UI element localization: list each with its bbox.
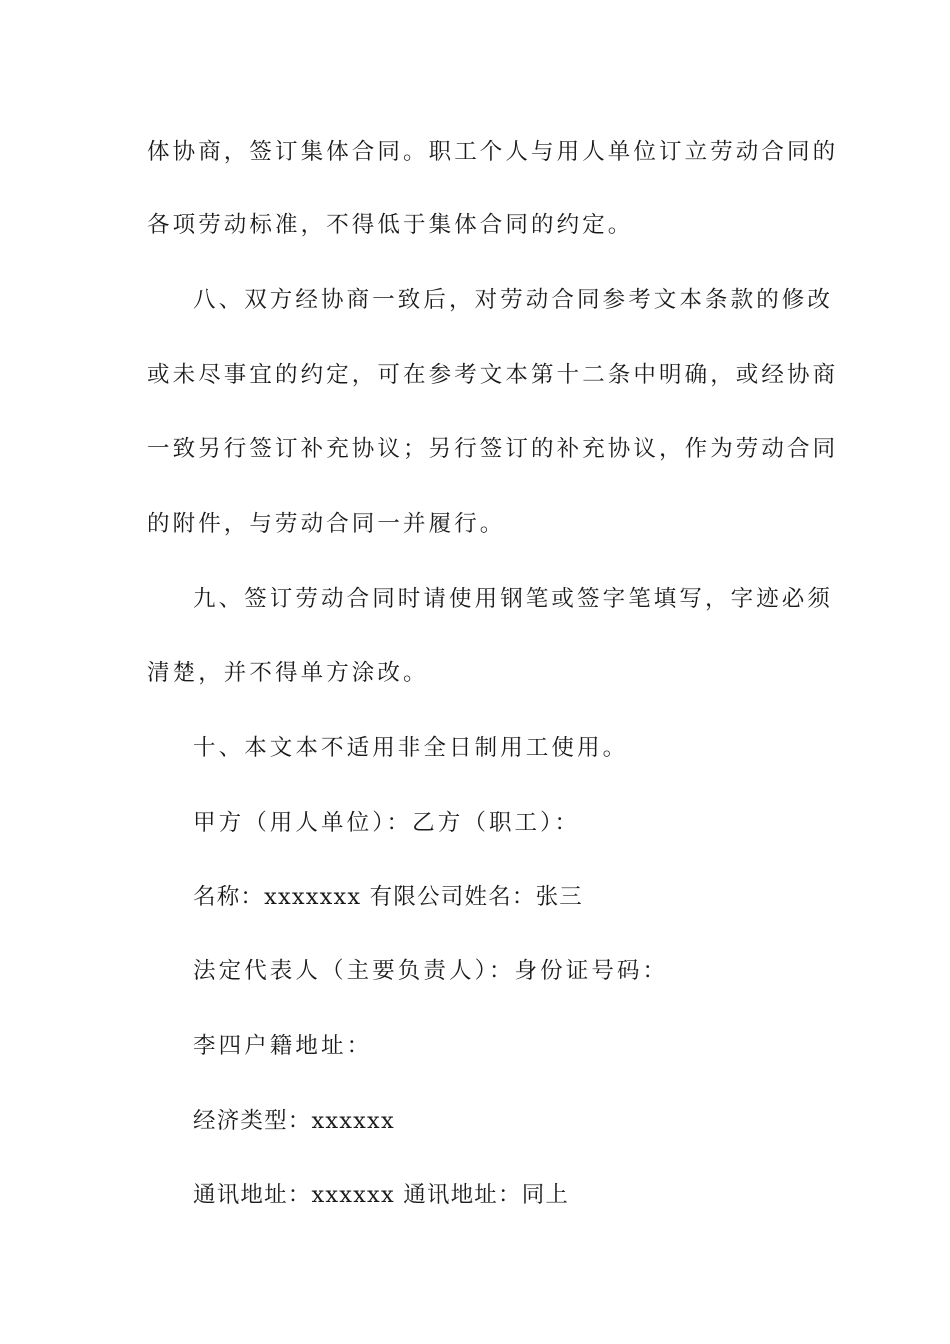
text-line-3: 八、双方经协商一致后，对劳动合同参考文本条款的修改 (193, 287, 834, 313)
text-line-8: 清楚，并不得单方涂改。 (147, 660, 429, 686)
household-line: 李四户籍地址： (193, 1033, 373, 1059)
text-line-2: 各项劳动标准，不得低于集体合同的约定。 (147, 212, 634, 238)
text-line-1: 体协商，签订集体合同。职工个人与用人单位订立劳动合同的 (147, 139, 839, 165)
party-header-line: 甲方（用人单位）：乙方（职工）： (193, 810, 581, 836)
legal-rep-line: 法定代表人（主要负责人）：身份证号码： (193, 958, 669, 984)
name-line: 名称：xxxxxxx 有限公司姓名：张三 (193, 884, 583, 910)
text-line-6: 的附件，与劳动合同一并履行。 (147, 511, 506, 537)
text-line-7: 九、签订劳动合同时请使用钢笔或签字笔填写，字迹必须 (193, 586, 834, 612)
text-line-4: 或未尽事宜的约定，可在参考文本第十二条中明确，或经协商 (147, 362, 839, 388)
economic-type-line: 经济类型：xxxxxx (193, 1108, 395, 1134)
text-line-5: 一致另行签订补充协议；另行签订的补充协议，作为劳动合同 (147, 436, 839, 462)
address-line: 通讯地址：xxxxxx 通讯地址：同上 (193, 1182, 570, 1208)
text-line-9: 十、本文本不适用非全日制用工使用。 (193, 735, 629, 761)
